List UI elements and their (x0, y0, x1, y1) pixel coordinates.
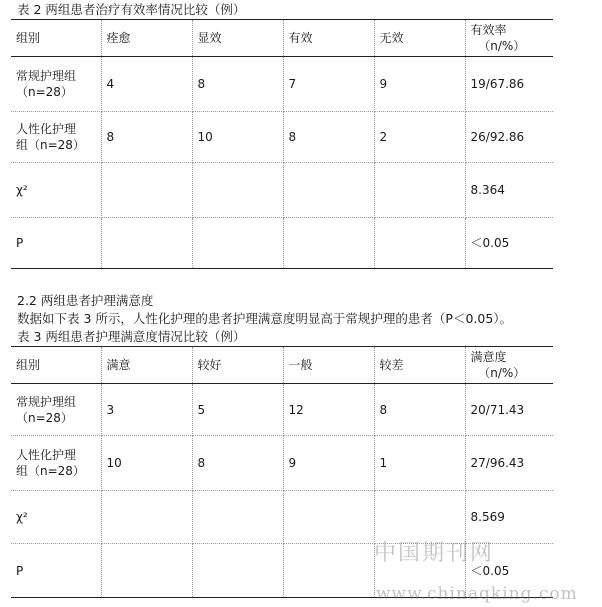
group-cell (11, 57, 101, 112)
table-cell: 9 (374, 57, 465, 112)
table2-header-row (11, 20, 553, 57)
rate-header-line2: （n/%） (478, 366, 526, 380)
table-cell: 8 (101, 112, 192, 163)
table-cell: 5 (192, 384, 283, 436)
group-name: 常规护理组 (16, 394, 77, 409)
rate-cell: 20/71.43 (465, 384, 553, 436)
chi-label: χ² (11, 491, 101, 544)
table3-caption: 表 3 两组患者护理满意度情况比较（例） (17, 329, 246, 344)
empty-cell (283, 163, 374, 218)
group-name: 人性化护理 (16, 448, 77, 462)
header-cell: 组别 (11, 20, 101, 57)
group-count: （n=28） (16, 85, 73, 99)
table-cell: 10 (101, 436, 192, 491)
table-row-chi (11, 163, 553, 218)
table-row (11, 384, 553, 436)
table2 (11, 19, 553, 269)
table-cell: 3 (101, 384, 192, 436)
empty-cell (283, 218, 374, 269)
header-cell: 有效 (283, 20, 374, 57)
table-row-p (11, 218, 553, 269)
header-cell: 组别 (11, 347, 101, 384)
chi-value: 8.364 (465, 163, 553, 218)
empty-cell (192, 544, 283, 598)
table-row (11, 57, 553, 112)
table-cell: 7 (283, 57, 374, 112)
header-cell: 痊愈 (101, 20, 192, 57)
table-cell: 1 (374, 436, 465, 491)
empty-cell (192, 218, 283, 269)
header-cell: 较好 (192, 347, 283, 384)
watermark-url: www.chinaqking.com (376, 584, 578, 604)
empty-cell (101, 218, 192, 269)
group-cell (11, 436, 101, 491)
header-cell: 无效 (374, 20, 465, 57)
p-label: P (11, 544, 101, 598)
empty-cell (374, 218, 465, 269)
table-cell: 8 (374, 384, 465, 436)
p-value: ＜0.05 (465, 218, 553, 269)
group-name: 人性化护理 (16, 122, 77, 136)
empty-cell (101, 163, 192, 218)
watermark-title: 中国期刊网 (374, 541, 495, 566)
empty-cell (283, 491, 374, 544)
rate-header-line1: 有效率 (470, 23, 507, 37)
table-cell: 4 (101, 57, 192, 112)
table-cell: 8 (192, 57, 283, 112)
table-cell: 8 (192, 436, 283, 491)
rate-header-line1: 满意度 (470, 350, 507, 364)
group-cell (11, 112, 101, 163)
section-heading: 2.2 两组患者护理满意度 (17, 293, 154, 308)
group-count: 组（n=28） (16, 138, 85, 152)
header-cell: 一般 (283, 347, 374, 384)
empty-cell (192, 163, 283, 218)
rate-cell: 27/96.43 (465, 436, 553, 491)
table-cell: 2 (374, 112, 465, 163)
empty-cell (283, 544, 374, 598)
chi-value: 8.569 (465, 491, 553, 544)
header-cell-rate (465, 20, 553, 57)
group-name: 常规护理组 (16, 69, 77, 83)
header-cell: 较差 (374, 347, 465, 384)
header-cell: 显效 (192, 20, 283, 57)
p-value: ＜0.05 (465, 544, 553, 598)
table-row (11, 112, 553, 163)
table-cell: 9 (283, 436, 374, 491)
table-cell: 8 (283, 112, 374, 163)
group-cell (11, 384, 101, 436)
empty-cell (192, 491, 283, 544)
rate-header-line2: （n/%） (478, 39, 526, 53)
group-count: 组（n=28） (16, 464, 85, 478)
empty-cell (101, 491, 192, 544)
group-count: （n=28） (16, 410, 73, 425)
chi-label: χ² (11, 163, 101, 218)
header-cell: 满意 (101, 347, 192, 384)
table-cell: 10 (192, 112, 283, 163)
table-row (11, 436, 553, 491)
table-cell: 12 (283, 384, 374, 436)
table3-header-row (11, 347, 553, 384)
header-cell-rate (465, 347, 553, 384)
table2-caption: 表 2 两组患者治疗有效率情况比较（例） (17, 2, 246, 17)
section-body: 数据如下表 3 所示，人性化护理的患者护理满意度明显高于常规护理的患者（P＜0.05）。 (17, 311, 513, 326)
empty-cell (374, 163, 465, 218)
p-label: P (11, 218, 101, 269)
empty-cell (101, 544, 192, 598)
rate-cell: 19/67.86 (465, 57, 553, 112)
rate-cell: 26/92.86 (465, 112, 553, 163)
